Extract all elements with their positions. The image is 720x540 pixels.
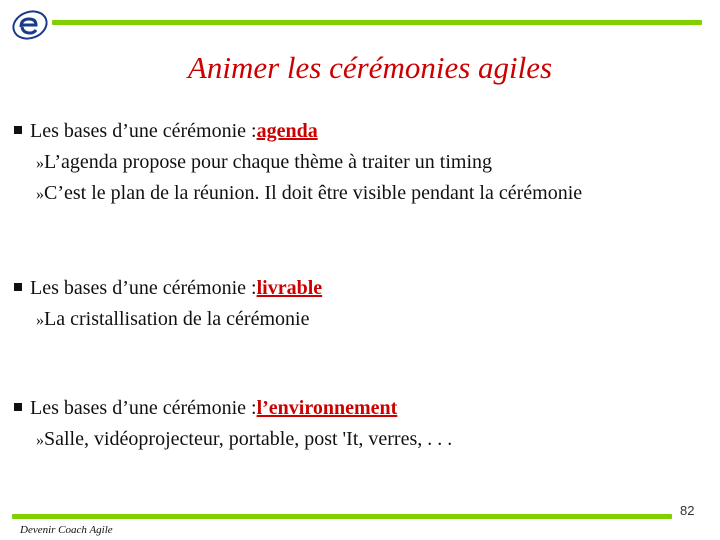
bullet-section [14,277,322,331]
top-divider [52,20,702,25]
e-logo-icon [10,8,50,42]
bullet-prefix: Les bases d’une cérémonie : [30,120,257,142]
sub-bullet-marker: » [36,312,44,329]
square-bullet-icon [14,283,22,291]
bullet-prefix: Les bases d’une cérémonie : [30,277,257,299]
sub-bullet [36,151,582,174]
bullet-line [14,120,582,143]
bullet-topic: livrable [256,277,323,299]
footer-text: Devenir Coach Agile [20,524,113,536]
sub-bullet-marker: » [36,186,44,203]
square-bullet-icon [14,126,22,134]
bullet-prefix: Les bases d’une cérémonie : [30,397,257,419]
slide-title: Animer les cérémonies agiles [187,50,553,85]
bullet-section [14,120,582,205]
bullet-line [14,277,322,300]
square-bullet-icon [14,403,22,411]
bullet-topic: agenda [256,120,318,142]
bullet-line [14,397,452,420]
bullet-section [14,397,452,451]
sub-bullet-text: Salle, vidéoprojecteur, portable, post 'It, verres, . . . [44,428,453,450]
sub-bullet-marker: » [36,432,44,449]
bullet-topic: l’environnement [256,397,398,419]
sub-bullet [36,182,582,205]
bottom-divider [12,514,672,519]
page-number: 82 [680,503,695,518]
sub-bullet [36,428,452,451]
sub-bullet-marker: » [36,155,44,172]
sub-bullet [36,308,322,331]
sub-bullet-text: La cristallisation de la cérémonie [44,308,310,330]
sub-bullet-text: L’agenda propose pour chaque thème à traiter un timing [44,151,492,173]
sub-bullet-text: C’est le plan de la réunion. Il doit être visible pendant la cérémonie [44,182,583,204]
